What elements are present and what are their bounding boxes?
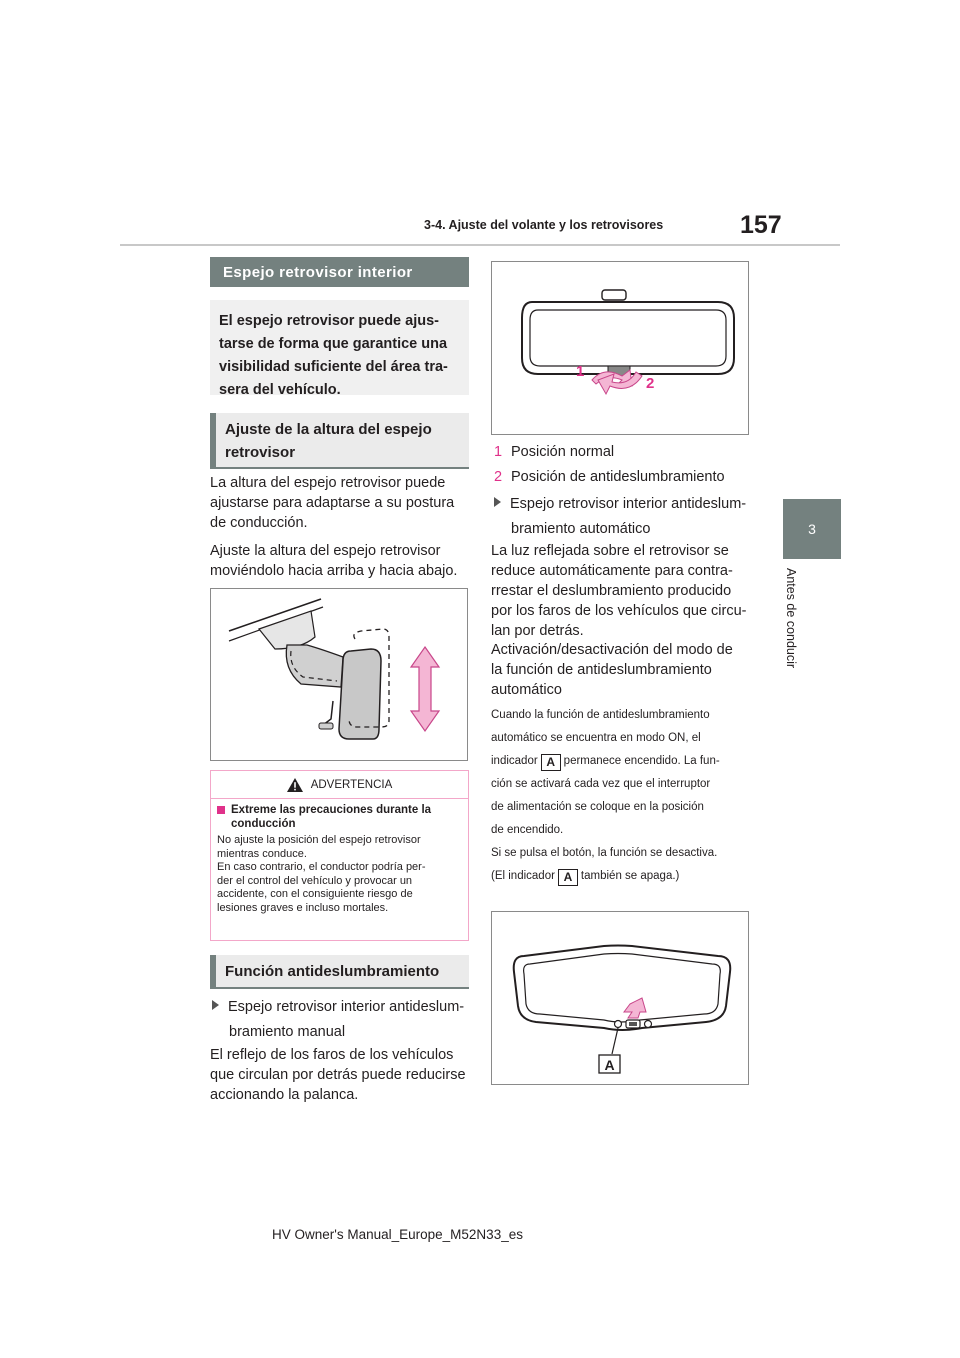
warning-label: ADVERTENCIA bbox=[310, 778, 393, 791]
list-item: 1 Posición normal bbox=[494, 444, 615, 460]
list-item: 2 Posición de antideslumbramiento bbox=[494, 469, 725, 485]
bullet-arrow-icon bbox=[212, 1000, 219, 1010]
chapter-title: Antes de conducir bbox=[784, 568, 798, 669]
height-paragraph-1: La altura del espejo retrovisor puede ajustarse para adaptarse a su postura de conducción. bbox=[210, 475, 455, 531]
header-rule bbox=[120, 244, 840, 246]
bullet-manual-antiglare: Espejo retrovisor interior antideslum- bramiento manual bbox=[212, 995, 472, 1045]
warning-text: No ajuste la posición del espejo retrovisor mientras conduce. En caso contrario, el conductor podría per- der el control del vehículo y provocar un accidente, con el consiguiente riesgo de lesiones graves e incluso mortales. bbox=[217, 834, 426, 914]
warning-icon bbox=[287, 778, 303, 792]
height-paragraph-2: Ajuste la altura del espejo retrovisor moviéndolo hacia arriba y hacia abajo. bbox=[210, 543, 458, 579]
auto-antiglare-text: La luz reflejada sobre el retrovisor se reduce automáticamente para contra- rrestar el deslumbramiento producido por los faros de los vehículos que circu- lan por detrás. bbox=[491, 543, 747, 639]
warning-header bbox=[211, 771, 468, 799]
subheading-antiglare: Función antideslumbramiento bbox=[210, 955, 469, 989]
fig-callout-a: A bbox=[604, 1057, 615, 1073]
manual-antiglare-text: El reflejo de los faros de los vehículos que circulan por detrás puede reducirse accionando la palanca. bbox=[210, 1047, 466, 1103]
section-title-interior-mirror: Espejo retrovisor interior bbox=[210, 257, 469, 287]
subheading-height-adjust: Ajuste de la altura del espejo retrovisor bbox=[210, 413, 469, 469]
section-header: 3-4. Ajuste del volante y los retrovisores bbox=[424, 218, 664, 232]
auto-mode-details: Cuando la función de antideslumbramiento automático se encuentra en modo ON, el indicador A permanece encendido. La fun- ción se activará cada vez que el interruptor de alimentación se coloque en la posición de encendido. Si se pulsa el botón, la función se desactiva. (El indicador A también se apaga.) bbox=[491, 709, 720, 884]
position-list bbox=[494, 440, 754, 490]
fig-label-2: 2 bbox=[646, 375, 655, 392]
mode-text: Activación/desactivación del modo de la función de antideslumbramiento automático bbox=[491, 642, 733, 698]
chapter-tab[interactable] bbox=[783, 499, 841, 559]
warning-box bbox=[210, 770, 469, 941]
footer-text: HV Owner's Manual_Europe_M52N33_es bbox=[272, 1227, 523, 1242]
warning-title: Extreme las precauciones durante la conducción bbox=[211, 799, 468, 831]
chapter-number: 3 bbox=[808, 521, 816, 537]
figure-height-adjust bbox=[210, 588, 468, 761]
figure-manual-lever bbox=[491, 261, 749, 435]
fig-label-1: 1 bbox=[576, 363, 585, 380]
indicator-a-badge: A bbox=[558, 869, 578, 886]
indicator-a-badge: A bbox=[541, 754, 561, 771]
warning-bullet-icon bbox=[217, 806, 225, 814]
intro-box: El espejo retrovisor puede ajus- tarse de forma que garantice una visibilidad suficiente del área tra- sera del vehículo. bbox=[210, 300, 469, 395]
figure-auto-mirror bbox=[491, 911, 749, 1085]
page-number: 157 bbox=[740, 211, 782, 239]
bullet-auto-antiglare: Espejo retrovisor interior antideslum- bramiento automático bbox=[494, 492, 756, 542]
bullet-arrow-icon bbox=[494, 497, 501, 507]
